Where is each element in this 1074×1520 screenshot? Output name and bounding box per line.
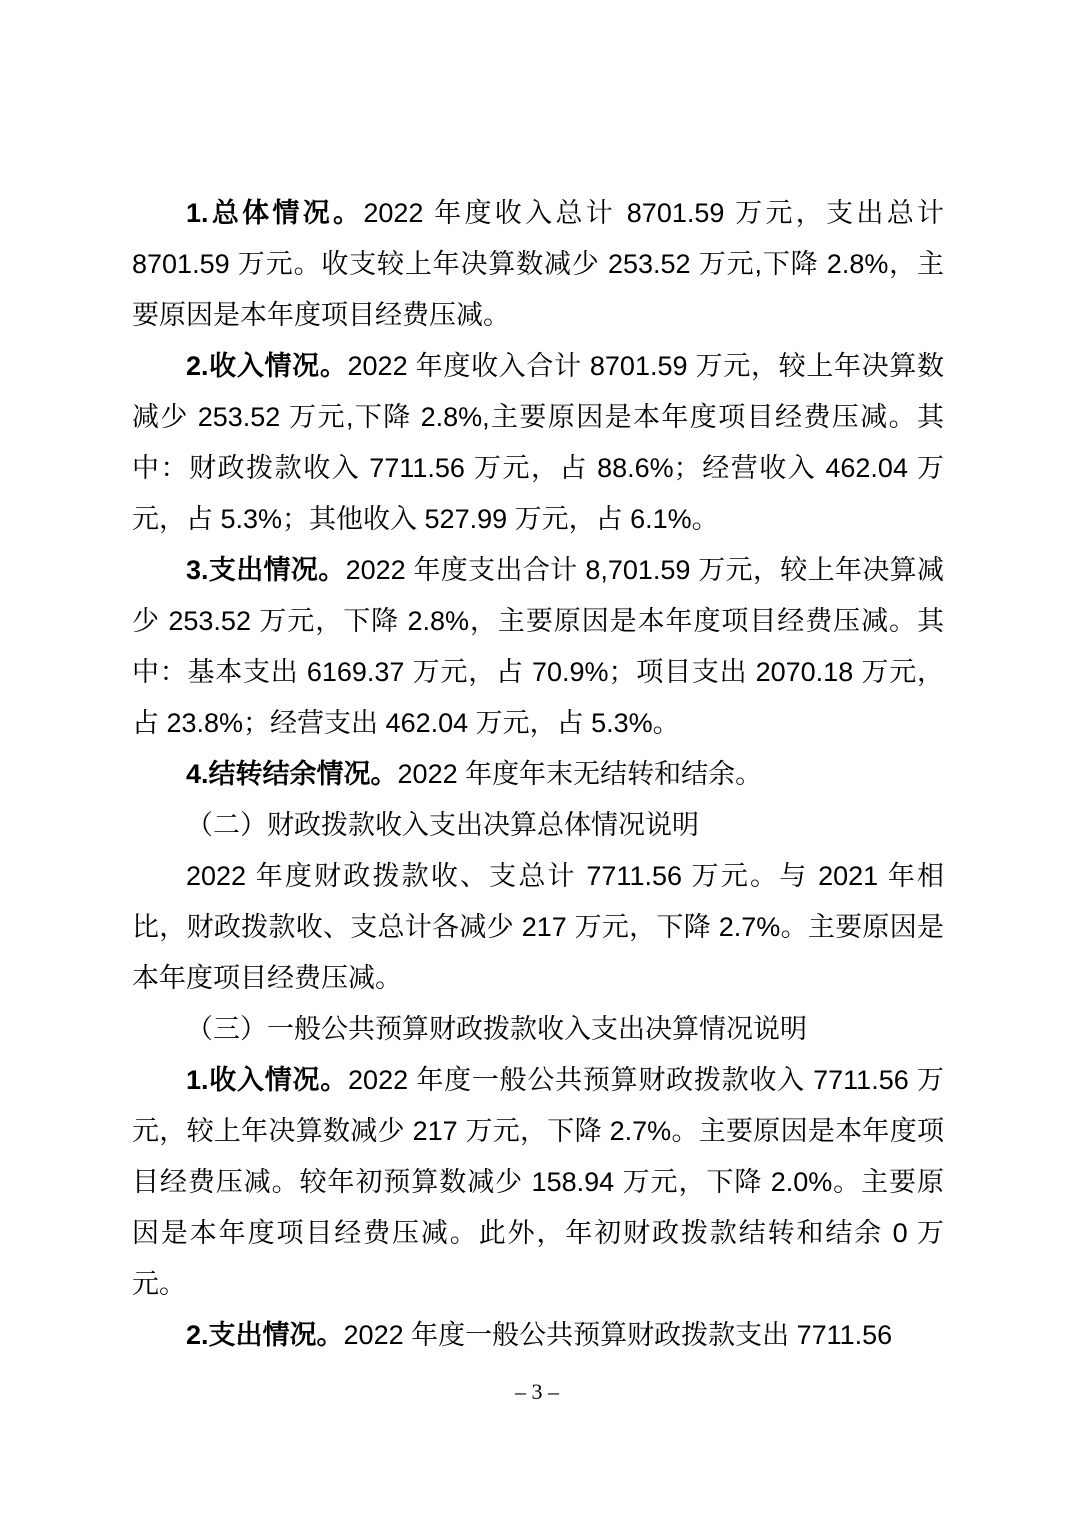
paragraph-text: 2022 年度财政拨款收、支总计 7711.56 万元。与 2021 年相比，财政拨款收、支总计各减少 217 万元，下降 2.7%。主要原因是本年度项目经费压减。 <box>132 861 944 993</box>
paragraph-text: 2022 年度支出合计 8,701.59 万元，较上年决算减少 253.52 万元，下降 2.8%，主要原因是本年度项目经费压减。其中：基本支出 6169.37 万元，占 70.9%；项目支出 2070.18 万元，占 23.8%；经营支出 462.04 万元，占 5.3%。 <box>132 555 944 738</box>
document-body <box>132 188 944 1361</box>
paragraph-fiscal-overview <box>132 851 944 1004</box>
section-heading-text: （二）财政拨款收入支出决算总体情况说明 <box>186 810 699 841</box>
paragraph-carryover <box>132 749 944 800</box>
paragraph-text: 2022 年度收入总计 8701.59 万元，支出总计 8701.59 万元。收支较上年决算数减少 253.52 万元,下降 2.8%，主要原因是本年度项目经费压减。 <box>132 198 944 330</box>
paragraph-overall <box>132 188 944 341</box>
paragraph-general-budget-income <box>132 1055 944 1310</box>
paragraph-heading: 1.收入情况。 <box>186 1065 349 1095</box>
paragraph-heading: 2.支出情况。 <box>186 1320 344 1350</box>
paragraph-text: 2022 年度收入合计 8701.59 万元，较上年决算数减少 253.52 万元,下降 2.8%,主要原因是本年度项目经费压减。其中：财政拨款收入 7711.56 万元，占 88.6%；经营收入 462.04 万元，占 5.3%；其他收入 527.99 万元，占 6.1%。 <box>132 351 944 534</box>
section-heading-general-budget <box>132 1004 944 1055</box>
paragraph-heading: 3.支出情况。 <box>186 555 346 585</box>
section-heading-fiscal-overview <box>132 800 944 851</box>
paragraph-heading: 4.结转结余情况。 <box>186 759 398 789</box>
paragraph-general-budget-expenditure <box>132 1310 944 1361</box>
paragraph-heading: 2.收入情况。 <box>186 351 348 381</box>
paragraph-expenditure <box>132 545 944 749</box>
page-number: – 3 – <box>515 1379 559 1404</box>
paragraph-income <box>132 341 944 545</box>
section-heading-text: （三）一般公共预算财政拨款收入支出决算情况说明 <box>186 1014 807 1045</box>
paragraph-text: 2022 年度一般公共预算财政拨款支出 7711.56 <box>343 1320 893 1350</box>
paragraph-text: 2022 年度一般公共预算财政拨款收入 7711.56 万元，较上年决算数减少 217 万元，下降 2.7%。主要原因是本年度项目经费压减。较年初预算数减少 158.94 万元，下降 2.0%。主要原因是本年度项目经费压减。此外，年初财政拨款结转和结余 0 万元。 <box>132 1065 944 1299</box>
paragraph-text: 2022 年度年末无结转和结余。 <box>397 759 763 789</box>
paragraph-heading: 1.总体情况。 <box>186 198 364 228</box>
